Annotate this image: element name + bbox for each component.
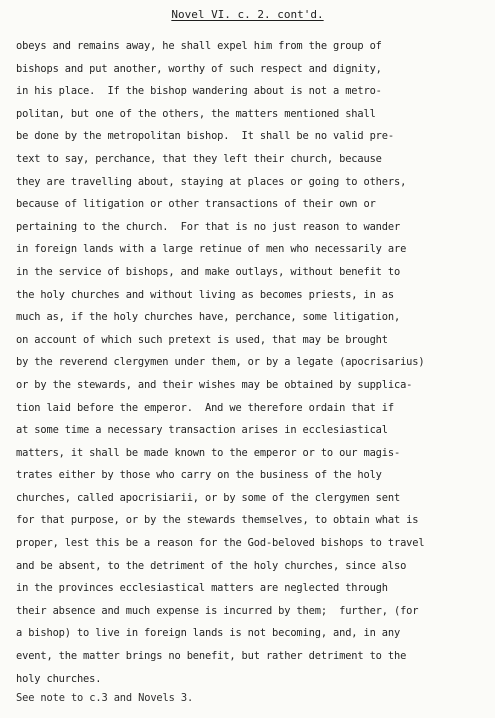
footnote: See note to c.3 and Novels 3. <box>16 692 194 704</box>
text-line: text to say, perchance, that they left their church, because <box>16 152 382 165</box>
text-line: a bishop) to live in foreign lands is not becoming, and, in any <box>16 627 401 640</box>
text-line: their absence and much expense is incurred by them; further, (for <box>16 604 419 617</box>
page-title-text: Novel VI. c. 2. cont'd. <box>171 8 324 21</box>
text-line: holy churches. <box>16 672 102 685</box>
text-line: be done by the metropolitan bishop. It shall be no valid pre- <box>16 130 394 143</box>
text-line: much as, if the holy churches have, perchance, some litigation, <box>16 311 401 324</box>
text-line: matters, it shall be made known to the emperor or to our magis- <box>16 446 401 459</box>
text-line: in the provinces ecclesiastical matters are neglected through <box>16 582 388 595</box>
text-line: or by the stewards, and their wishes may be obtained by supplica- <box>16 378 413 391</box>
text-line: at some time a necessary transaction arises in ecclesiastical <box>16 424 388 437</box>
text-line: obeys and remains away, he shall expel him from the group of <box>16 40 382 52</box>
text-line: they are travelling about, staying at places or going to others, <box>16 175 407 188</box>
text-line: by the reverend clergymen under them, or by a legate (apocrisarius) <box>16 356 425 369</box>
text-line: the holy churches and without living as becomes priests, in as <box>16 288 394 301</box>
text-line: in his place. If the bishop wandering about is not a metro- <box>16 85 382 98</box>
page-title <box>0 8 495 21</box>
text-line: churches, called apocrisiarii, or by some of the clergymen sent <box>16 491 401 504</box>
text-line: on account of which such pretext is used, that may be brought <box>16 333 388 346</box>
text-line: proper, lest this be a reason for the God-beloved bishops to travel <box>16 537 425 550</box>
text-line: because of litigation or other transactions of their own or <box>16 198 376 211</box>
body-text <box>16 35 491 690</box>
text-line: bishops and put another, worthy of such respect and dignity, <box>16 62 382 75</box>
text-line: for that purpose, or by the stewards themselves, to obtain what is <box>16 514 419 527</box>
text-line: in the service of bishops, and make outlays, without benefit to <box>16 265 401 278</box>
text-line: and be absent, to the detriment of the holy churches, since also <box>16 559 407 572</box>
text-line: politan, but one of the others, the matters mentioned shall <box>16 107 376 120</box>
text-line: event, the matter brings no benefit, but rather detriment to the <box>16 650 407 663</box>
text-line: in foreign lands with a large retinue of men who necessarily are <box>16 243 407 256</box>
text-line: pertaining to the church. For that is no just reason to wander <box>16 220 401 233</box>
text-line: tion laid before the emperor. And we therefore ordain that if <box>16 401 394 414</box>
text-line: trates either by those who carry on the business of the holy <box>16 469 382 482</box>
